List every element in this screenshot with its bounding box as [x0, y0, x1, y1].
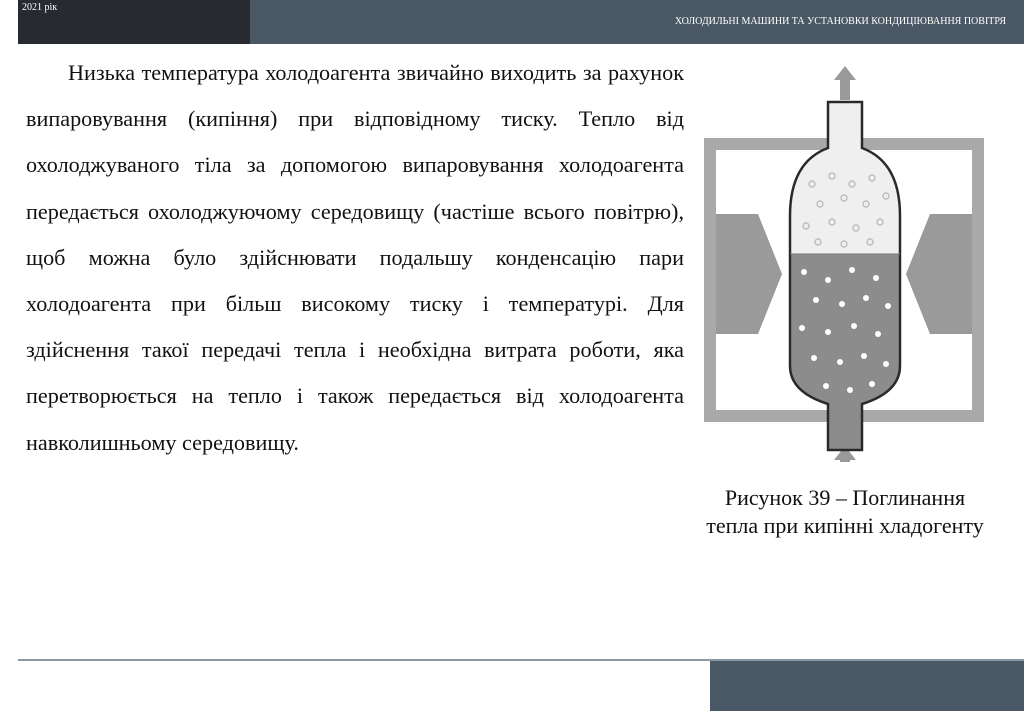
right-heat-arrow: [906, 214, 972, 334]
header-year-block: [18, 0, 250, 44]
header-title: ХОЛОДИЛЬНІ МАШИНИ ТА УСТАНОВКИ КОНДИЦІЮВАННЯ ПОВІТРЯ: [674, 16, 1006, 27]
left-heat-arrow: [716, 214, 782, 334]
figure-caption: Рисунок 39 – Поглинання тепла при кипінні хладогенту: [706, 485, 984, 538]
vapor-outlet-arrow: [834, 66, 856, 100]
header-title-bar: [250, 0, 1024, 44]
header-year: 2021 рік: [22, 2, 58, 13]
evaporator-diagram: [700, 66, 990, 462]
footer-block: [710, 661, 1024, 711]
figure-evaporator-diagram: [700, 66, 990, 462]
body-paragraph: Низька температура холодоагента звичайно виходить за рахунок випаровування (кипіння) при відповідному тиску. Тепло від охолоджуваного тіла за допомогою випаровування холодоагента передається охолоджуючому середовищу (частіше всього повітрю), щоб можна було здійснювати подальшу конденсацію пари холодоагента при більш високому тиску і температурі. Для здійснення такої передачі тепла і необхідна витрата роботи, яка перетворюється на тепло і також передається від холодоагента навколишньому середовищу.: [26, 60, 684, 455]
